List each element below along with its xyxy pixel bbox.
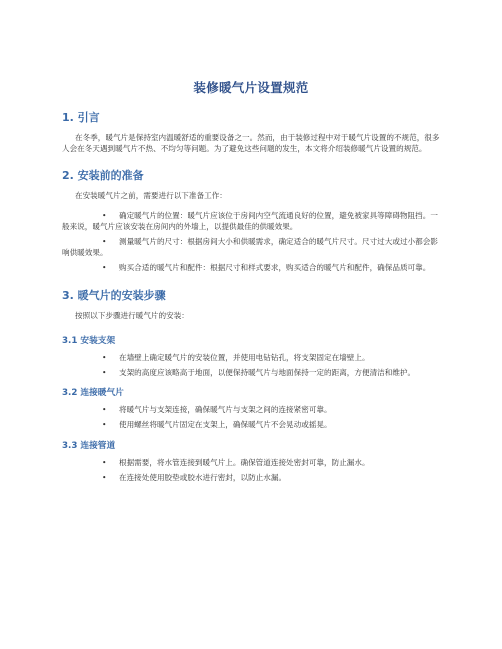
bullet-icon: • [102,352,107,362]
connect-radiator-list [62,404,440,430]
list-item: • 购买合适的暖气片和配件：根据尺寸和样式要求，购买适合的暖气片和配件，确保品质可靠。 [62,262,440,273]
document-page [62,78,440,487]
section-heading-prep: 2. 安装前的准备 [62,169,144,183]
section-heading-install: 3. 暖气片的安装步骤 [62,288,166,302]
document-title: 装修暖气片设置规范 [193,80,309,95]
bullet-icon: • [102,210,107,220]
list-item: • 确定暖气片的位置：暖气片应该位于房间内空气流通良好的位置，避免被家具等障碍物阻挡。一般来说，暖气片应该安装在房间内的外墙上，以提供最佳的供暖效果。 [62,210,438,231]
section-heading-intro: 1. 引言 [62,111,100,124]
bullet-icon: • [102,472,107,482]
bullet-icon: • [102,420,107,430]
prep-lead: 在安装暖气片之前，需要进行以下准备工作： [75,191,227,201]
bullet-icon: • [102,368,107,378]
install-lead: 按照以下步骤进行暖气片的安装： [75,310,189,320]
connect-pipe-list [62,457,440,483]
bullet-icon: • [102,237,107,247]
list-item: • 测量暖气片的尺寸：根据房间大小和供暖需求，确定适合的暖气片尺寸。尺寸过大或过小都会影响供暖效果。 [62,237,438,258]
list-item: • 将暖气片与支架连接，确保暖气片与支架之间的连接紧密可靠。 [62,404,440,415]
list-item: • 支架的高度应该略高于地面，以便保持暖气片与地面保持一定的距离，方便清洁和维护。 [62,367,440,378]
list-item: • 在墙壁上确定暖气片的安装位置，并使用电钻钻孔，将支架固定在墙壁上。 [62,352,440,363]
bracket-list [62,352,440,378]
list-item: • 根据需要，将水管连接到暖气片上。确保管道连接处密封可靠，防止漏水。 [62,457,440,468]
list-item: • 使用螺丝将暖气片固定在支架上，确保暖气片不会晃动或摇晃。 [62,419,440,430]
bullet-icon: • [102,405,107,415]
bullet-icon: • [102,263,107,273]
subsection-heading-bracket: 3.1 安装支架 [62,335,116,346]
list-item: • 在连接处使用胶垫或胶水进行密封，以防止水漏。 [62,472,440,483]
prep-list [62,210,440,274]
subsection-heading-connect-pipe: 3.3 连接管道 [62,440,116,451]
intro-paragraph: 在冬季，暖气片是保持室内温暖舒适的重要设备之一。然而，由于装修过程中对于暖气片设置的不规范，很多人会在冬天遇到暖气片不热、不均匀等问题。为了避免这些问题的发生，本文将介绍装修暖气片设置的规范。 [62,133,440,154]
subsection-heading-connect-radiator: 3.2 连接暖气片 [62,388,124,399]
bullet-icon: • [102,457,107,467]
